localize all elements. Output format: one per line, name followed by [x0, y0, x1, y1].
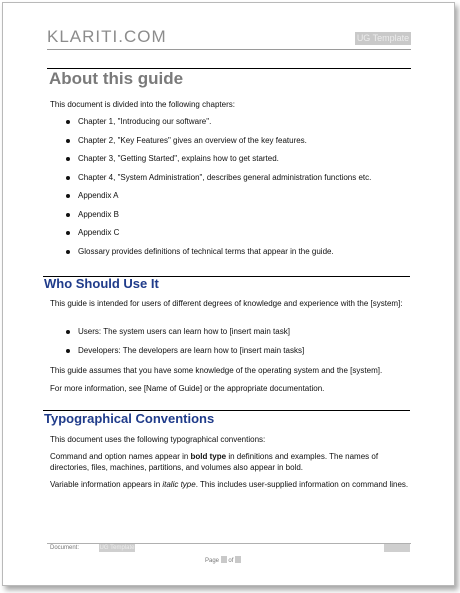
klariti-logo: KLARITI.COM [47, 27, 167, 46]
typo-italic-paragraph: Variable information appears in italic type. This includes user-supplied information on command lines. [50, 480, 409, 489]
bullet-icon [66, 157, 70, 161]
section-heading-typo: Typographical Conventions [44, 411, 215, 426]
typo-bold-paragraph: Command and option names appear in bold type in definitions and examples. The names of directories, files, machines, partitions, and volumes also appear in bold. [50, 452, 379, 472]
footer-page-number: Page of [205, 556, 241, 564]
page-field [221, 556, 227, 563]
pages-field [235, 556, 241, 563]
bullet-icon [66, 120, 70, 124]
bullet-icon [66, 231, 70, 235]
who-intro: This guide is intended for users of different degrees of knowledge and experience with the [system]: [50, 299, 403, 308]
italic-sample: italic type [162, 480, 196, 489]
typo-intro: This document uses the following typographical conventions: [50, 435, 266, 444]
bullet-icon [66, 194, 70, 198]
bullet-icon [66, 349, 70, 353]
who-more-info: For more information, see [Name of Guide] or the appropriate documentation. [50, 384, 325, 393]
bullet-icon [66, 213, 70, 217]
bullet-icon [66, 176, 70, 180]
page-title: About this guide [49, 69, 184, 88]
about-intro: This document is divided into the following chapters: [50, 100, 235, 109]
bullet-icon [66, 139, 70, 143]
bullet-icon [66, 330, 70, 334]
bold-sample: bold type [190, 452, 227, 461]
header-rule [47, 49, 411, 50]
footer-doc-name: UG Template [99, 545, 135, 551]
footer-doc-label: Document: [50, 545, 80, 551]
document-page: KLARITI.COM UG Template About this guide This document is divided into the following chapters: Chapter 1, "Introducing our software". Chapter 2, "Key Features" gives an overview of the key features. Chapter 3, "Getting Started", explains how to get started. Chapter 4, "System Administration", describes general administration functions etc. Appendix A Appendix B Appendix C Glossary provides definitions of technical terms that appear in the guide. Who Should Use It This guide is intended for users of different degrees of knowledge and experience with the [system]: Users: The system users can learn how to [insert main task] Developers: The developers are learn how to [insert main tasks] This guide assumes that you have some knowledge of the operating system and the [system]. For more information, see [Name of Guide] or the appropriate documentation. Typographical Conventions This document uses the following typographical conventions: Command and option names appear in bold type in definitions and examples. The names of directories, files, machines, partitions, and volumes also appear in bold. Variable information appears in italic type. This includes user-supplied information on command lines. Document: UG Template Page of [2, 2, 455, 586]
section-heading-who: Who Should Use It [44, 276, 159, 291]
bullet-icon [66, 250, 70, 254]
who-assumes: This guide assumes that you have some knowledge of the operating system and the [system]. [50, 366, 383, 375]
footer-field [384, 544, 410, 552]
template-tag: UG Template [356, 33, 410, 43]
